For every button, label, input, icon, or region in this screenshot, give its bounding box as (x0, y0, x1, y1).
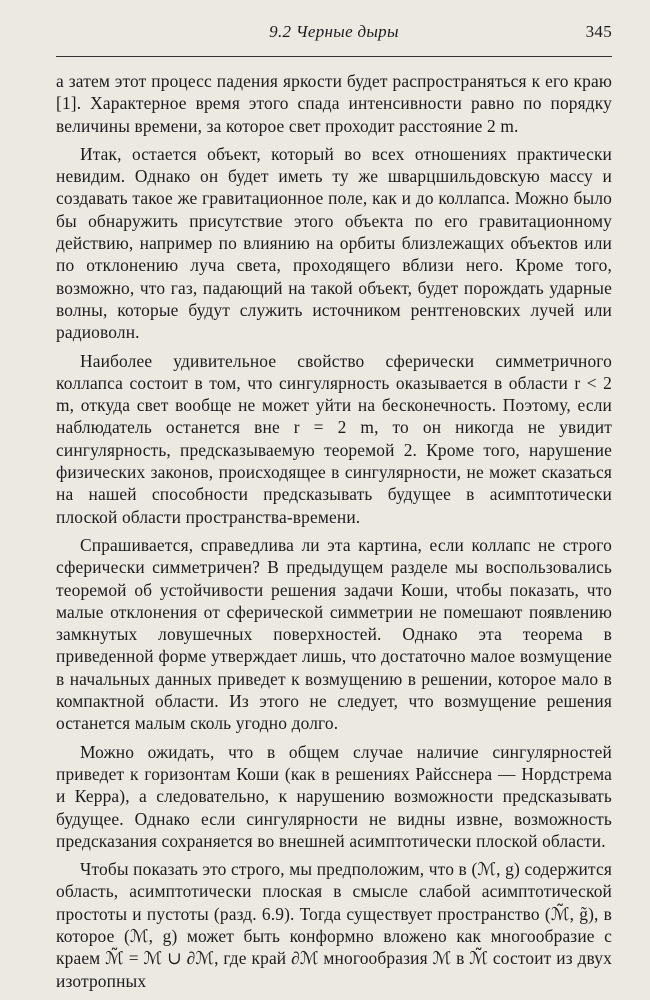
paragraph-invisible-object: Итак, остается объект, который во всех отношениях практически невидим. Однако он будет иметь ту же шварцшильдовскую массу и создавать такое же гравитационное поле, как и до коллапса. Можно было бы обнаружить присутствие этого объекта по его гравитационному действию, например по влиянию на орбиты близлежащих объектов или по отклонению луча света, проходящего вблизи него. Кроме того, возможно, что газ, падающий на такой объект, будет порождать ударные волны, которые будут служить источником рентгеновских лучей или радиоволн. (56, 143, 612, 343)
page-number: 345 (585, 22, 612, 41)
paragraph-continuation: а затем этот процесс падения яркости будет распространяться к его краю [1]. Характерное время этого спада интенсивности равно по порядку величины времени, за которое свет проходит расстояние 2 m. (56, 71, 612, 136)
paragraph-asymptotic-flatness: Чтобы показать это строго, мы предположим, что в (ℳ, g) содержится область, асимптотически плоская в смысле слабой асимптотической простоты и пустоты (разд. 6.9). Тогда существует пространство (ℳ̃, g̃), в которое (ℳ, g) может быть конформно вложено как многообразие с краем ℳ̃ = ℳ ∪ ∂ℳ, где край ∂ℳ многообразия ℳ в ℳ̃ состоит из двух изотропных (56, 859, 612, 991)
paragraph-singularity-region: Наиболее удивительное свойство сферически симметричного коллапса состоит в том, что сингулярность оказывается в области r < 2 m, откуда свет вообще не может уйти на бесконечность. Поэтому, если наблюдатель останется вне r = 2 m, то он никогда не увидит сингулярность, предсказываемую теоремой 2. Кроме того, нарушение физических законов, происходящее в сингулярности, не может сказаться на нашей способности предсказывать будущее в асимптотически плоской области пространства-времени. (56, 350, 612, 527)
body-text (56, 70, 612, 998)
paragraph-cauchy-horizons: Можно ожидать, что в общем случае наличие сингулярностей приведет к горизонтам Коши (как в решениях Райсснера — Нордстрема и Керра), а следовательно, к нарушению возможности предсказывать будущее. Однако если сингулярности не видны извне, возможность предсказания сохраняется во внешней асимптотически плоской области. (56, 741, 612, 851)
running-head (56, 22, 612, 52)
running-title: 9.2 Черные дыры (269, 22, 399, 41)
header-rule (56, 56, 612, 57)
paragraph-nonspherical-collapse: Спрашивается, справедлива ли эта картина, если коллапс не строго сферически симметричен? В предыдущем разделе мы воспользовались теоремой об устойчивости решения задачи Коши, чтобы показать, что малые отклонения от сферической симметрии не помешают появлению замкнутых ловушечных поверхностей. Однако эта теорема в приведенной форме утверждает лишь, что достаточно малое возмущение в начальных данных приведет к возмущению в решении, которое мало в компактной области. Из этого не следует, что возмущение решения останется малым сколь угодно долго. (56, 534, 612, 734)
